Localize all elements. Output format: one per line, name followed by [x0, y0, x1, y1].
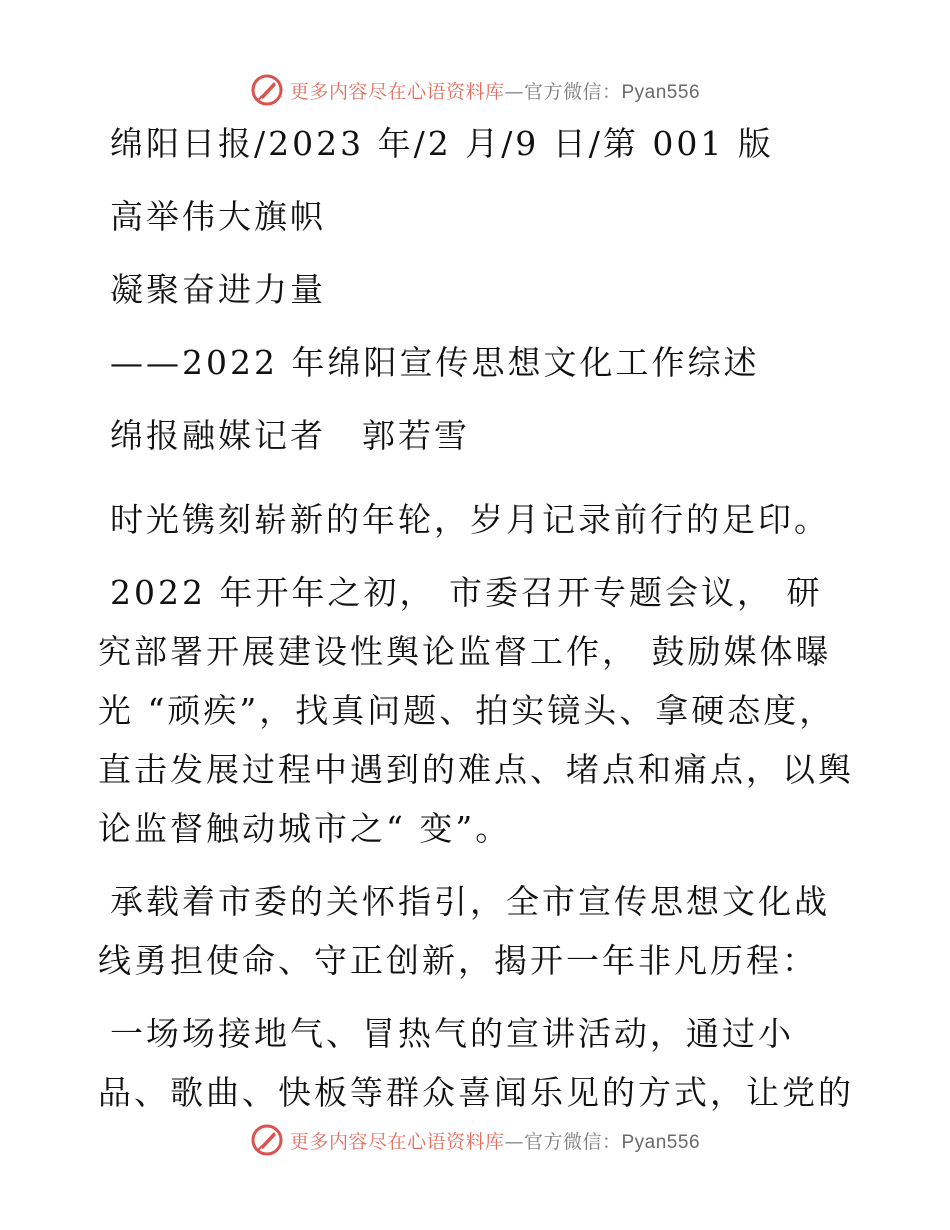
watermark-brand: 更多内容尽在心语资料库 [289, 1130, 505, 1153]
article-subtitle: ——2022 年绵阳宣传思想文化工作综述 [110, 343, 760, 382]
watermark-separator: — [504, 80, 524, 103]
quill-logo-icon [250, 1123, 284, 1157]
paragraph-3: 承载着市委的关怀指引，全市宣传思想文化战线勇担使命、守正创新，揭开一年非凡历程： [98, 882, 830, 980]
article-title-line-2: 凝聚奋进力量 [110, 270, 326, 309]
paragraph-1: 时光镌刻崭新的年轮，岁月记录前行的足印。 [110, 500, 830, 539]
quill-logo-icon [250, 73, 284, 107]
watermark-account: Pyan556 [621, 1131, 701, 1153]
paragraph-2: 2022 年开年之初， 市委召开专题会议， 研究部署开展建设性舆论监督工作， 鼓励媒体曝光 “顽疾”，找真问题、拍实镜头、拿硬态度，直击发展过程中遇到的难点、堵点和痛点，以舆论监督触动城市之“ 变”。 [98, 573, 854, 848]
watermark-account: Pyan556 [621, 81, 701, 103]
article-title-line-1: 高举伟大旗帜 [110, 197, 326, 236]
watermark-brand: 更多内容尽在心语资料库 [289, 80, 505, 103]
watermark-label: 官方微信： [523, 1130, 622, 1153]
dateline: 绵阳日报/2023 年/2 月/9 日/第 001 版 [110, 124, 774, 163]
watermark-label: 官方微信： [523, 80, 622, 103]
footer-watermark [0, 1120, 950, 1160]
paragraph-4: 一场场接地气、冒热气的宣讲活动，通过小品、歌曲、快板等群众喜闻乐见的方式，让党的 [98, 1014, 854, 1112]
header-watermark [0, 70, 950, 110]
byline: 绵报融媒记者 郭若雪 [110, 416, 470, 455]
watermark-separator: — [504, 1130, 524, 1153]
watermark-text [290, 1127, 700, 1154]
article-body [98, 125, 858, 1122]
watermark-text [290, 77, 700, 104]
